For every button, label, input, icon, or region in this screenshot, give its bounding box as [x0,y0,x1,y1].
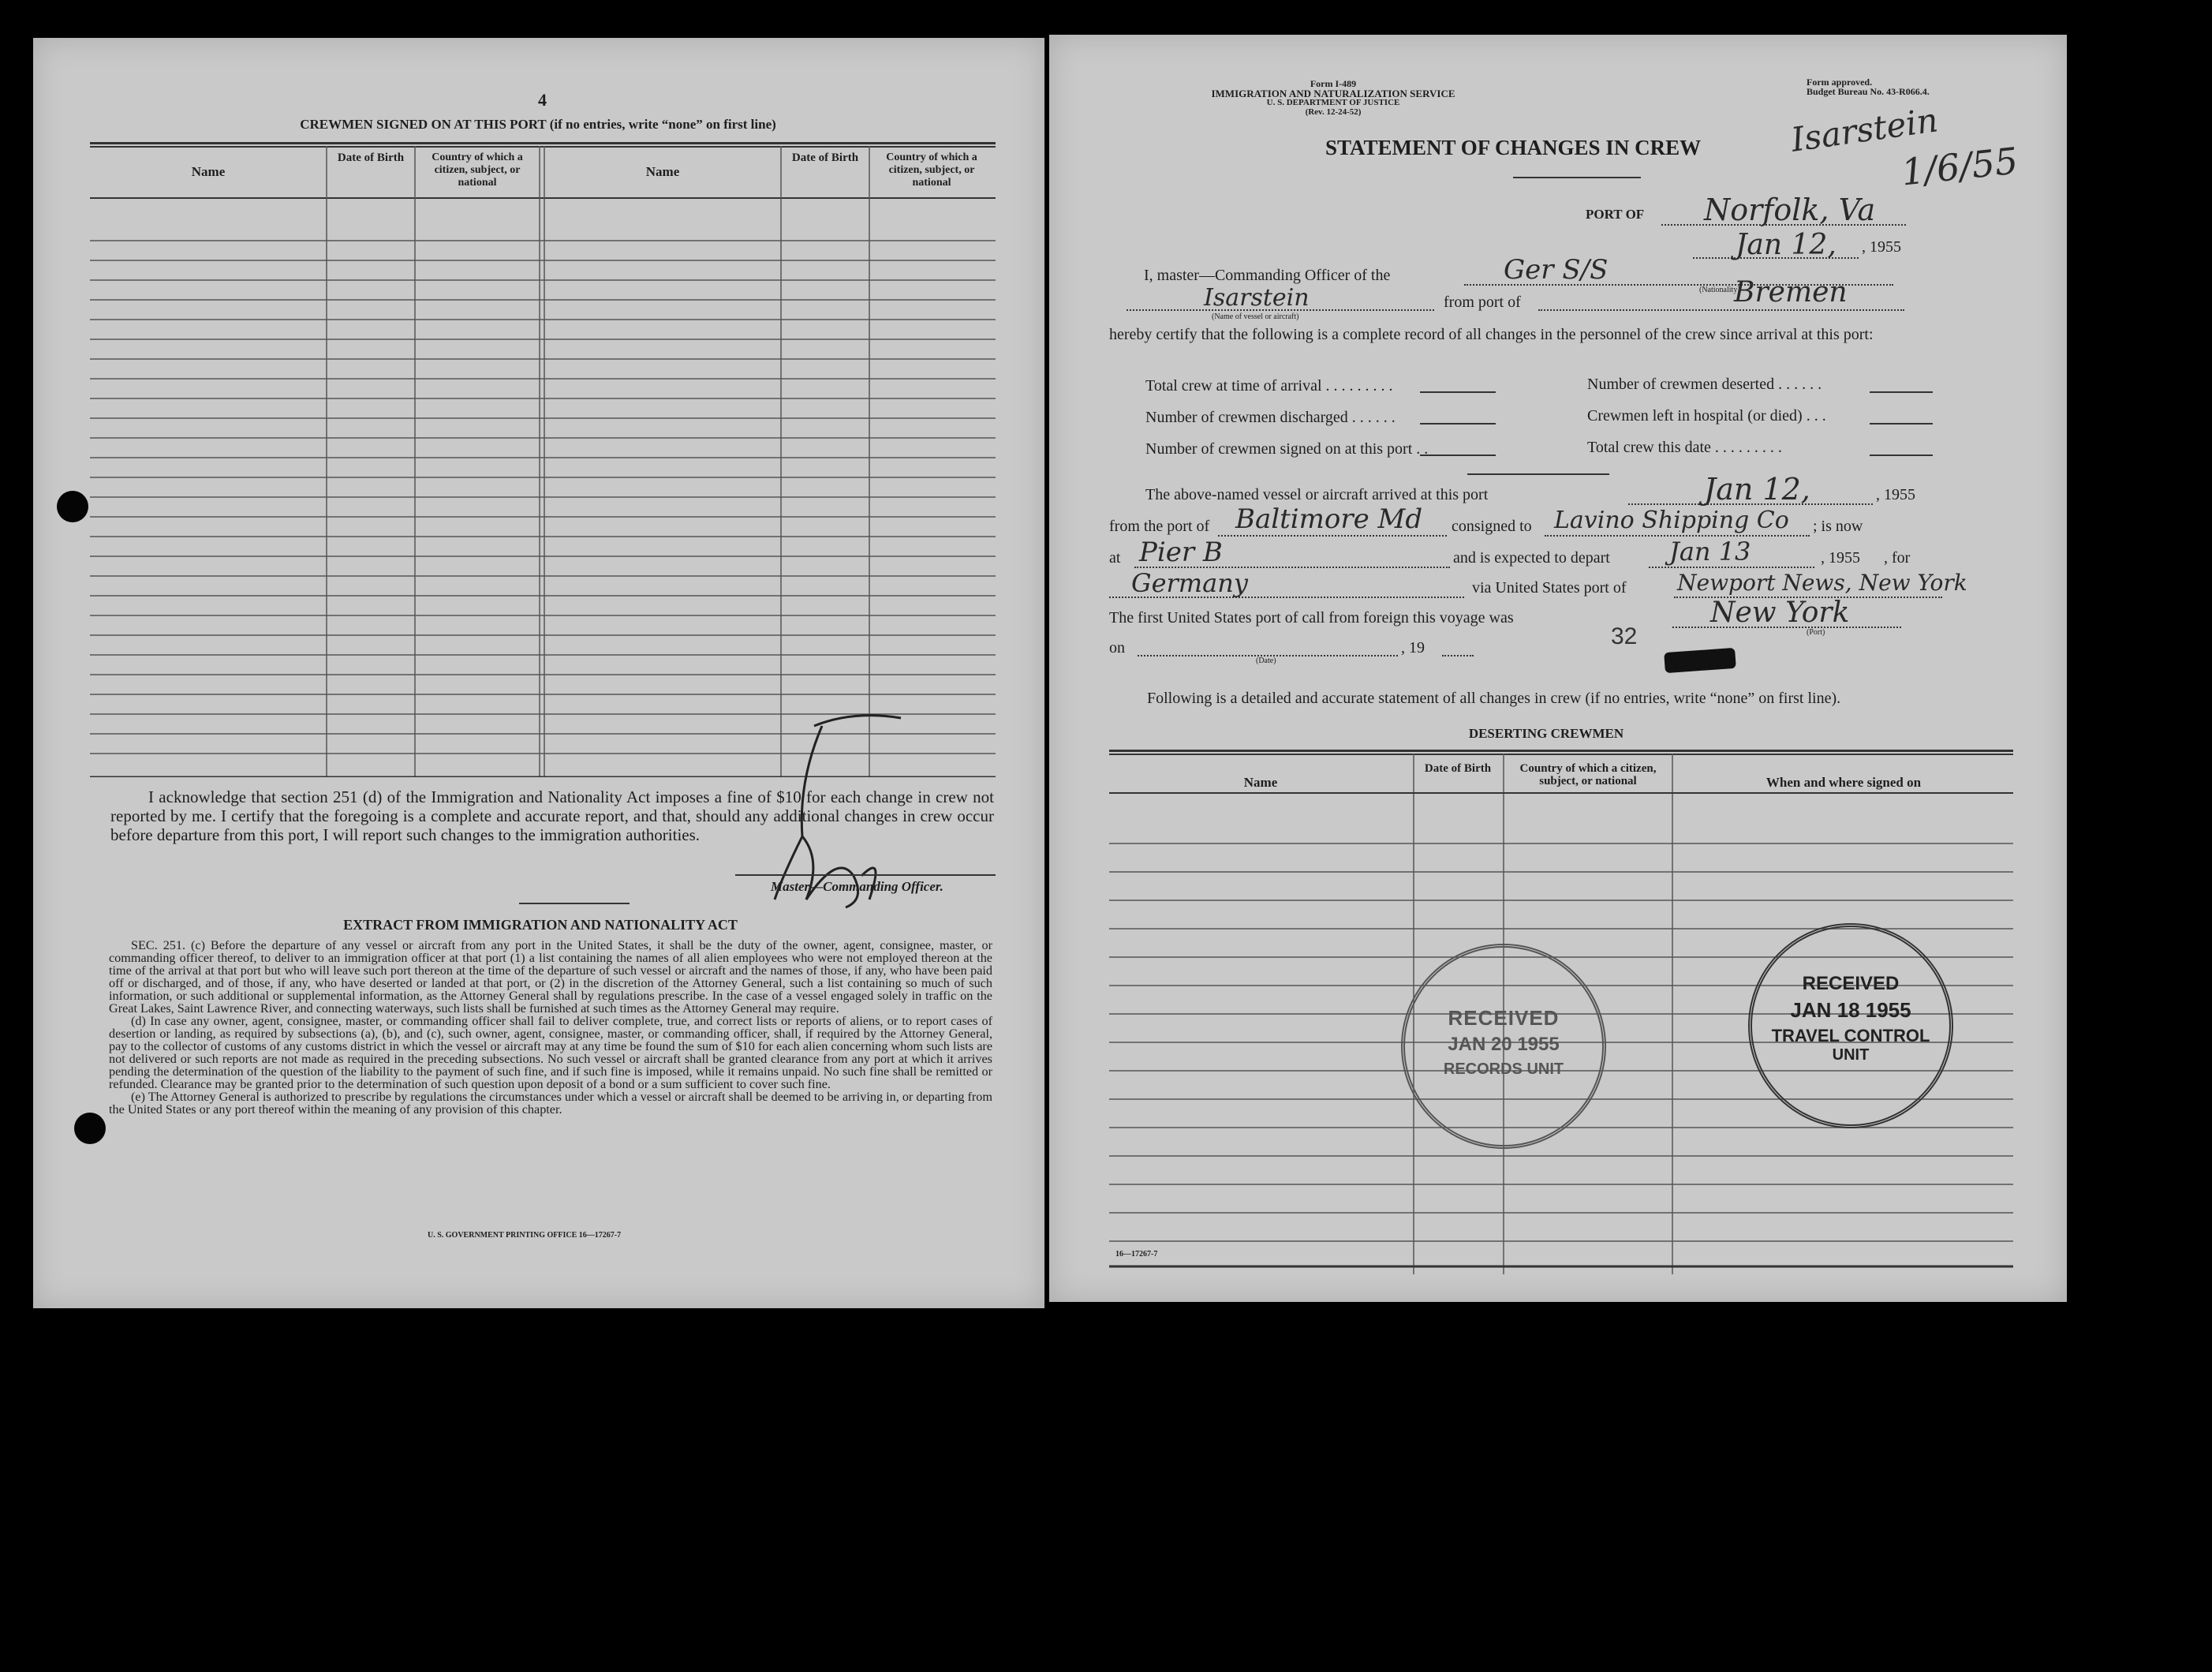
handwritten-vessel-note: Isarstein [1788,100,1941,159]
form-number: Form I-489 [1310,78,1357,89]
first-port-label: The first United States port of call from foreign this voyage was [1109,609,1514,627]
form-approved: Form approved. [1807,77,1873,88]
stamp-unit-text: RECORDS UNIT [1443,1060,1564,1078]
arrived-label: The above-named vessel or aircraft arrived at this port [1145,486,1489,503]
certify-text: hereby certify that the following is a complete record of all changes in the personnel of the crew since arrival at this port: [1109,326,1874,343]
col-header-country-2: Country of which a citizen, subject, or national [886,151,977,189]
arrived-date-value: Jan 12, [1704,472,1810,507]
at-value: Pier B [1139,537,1223,568]
revision: (Rev. 12-24-52) [1305,107,1362,117]
report-year: , 1955 [1862,238,1901,256]
col-header-dob: Date of Birth [1424,762,1492,775]
vessel-name-value: Isarstein [1204,284,1310,312]
year-prefix: , 19 [1401,639,1425,656]
from-port-of-label: from the port of [1109,518,1210,535]
port-caption: (Port) [1807,628,1825,637]
left-page [33,38,1044,1308]
nationality-caption: (Nationality) [1699,286,1740,294]
following-text: Following is a detailed and accurate statement of all changes in crew (if no entries, write “none” on first line). [1147,690,1841,707]
port-of-label: PORT OF [1586,207,1645,222]
stamp-unit-text: TRAVEL CONTROL [1771,1026,1930,1045]
sec-251-c: SEC. 251. (c) Before the departure of any vessel or aircraft from any port in the United States, it shall be the duty of the owner, agent, consignee, master, or commanding officer thereof, to deliver to an immigration officer at that port (1) a list containing the names of all alien employees who were not employed thereon at the time of the arrival at that port but who will leave such port thereon at the time of the departure of such vessel or aircraft and the names of those, if any, who have been paid off or discharged, and of those, if any, who have deserted or landed at that port, or (2) in the discretion of the Attorney General, such a list containing so much of such information, or such additional or supplemental information, as the Attorney General shall by regulations prescribe. In the case of a vessel engaged solely in traffic on the Great Lakes, Saint Lawrence River, and connecting waterways, such lists shall be furnished at such times as the Attorney General may require. [109,938,992,1016]
total-crew-date-label: Total crew this date . . . . . . . . . [1587,439,1782,456]
deserted-label: Number of crewmen deserted . . . . . . [1587,376,1822,393]
handwritten-date-note: 1/6/55 [1899,139,2020,194]
from-port-value: Bremen [1734,276,1848,309]
depart-date-value: Jan 13 [1669,537,1751,567]
stamped-number: 32 [1611,623,1638,649]
punch-hole [57,491,88,522]
vessel-name-caption: (Name of vessel or aircraft) [1212,312,1299,321]
statute-text [109,939,992,1116]
is-now-label: ; is now [1813,518,1863,535]
date-caption: (Date) [1256,656,1276,665]
port-of-value: Norfolk, Va [1704,193,1876,227]
signature-label: Master—Commanding Officer. [771,879,943,894]
for-label: , for [1884,549,1911,567]
total-crew-arrival-label: Total crew at time of arrival . . . . . . . . . [1145,377,1393,395]
received-stamp-records-unit [1401,944,1606,1149]
on-label: on [1109,639,1125,656]
stamp-unit-text-2: UNIT [1832,1046,1870,1064]
depart-label: and is expected to depart [1453,549,1610,567]
depart-year: , 1955 [1821,549,1860,567]
from-port-label: from port of [1444,294,1521,311]
stamp-date-text: JAN 20 1955 [1448,1034,1560,1055]
first-port-value: New York [1710,597,1850,629]
crewmen-signed-on-table [90,146,997,777]
via-label: via United States port of [1472,579,1627,597]
page-number: 4 [538,90,547,110]
report-date: Jan 12, [1736,229,1836,261]
master-label: I, master—Commanding Officer of the [1144,267,1391,284]
col-header-dob-1: Date of Birth [337,151,405,164]
stamp-received-text: RECEIVED [1802,973,1900,994]
extract-title: EXTRACT FROM IMMIGRATION AND NATIONALITY ACT [343,917,738,933]
discharged-label: Number of crewmen discharged . . . . . . [1145,409,1396,426]
right-page [1049,35,2067,1302]
col-header-signed-on: When and where signed on [1765,775,1922,790]
col-header-country: Country of which a citizen, subject, or national [1519,762,1657,787]
col-header-country-1: Country of which a citizen, subject, or national [432,151,523,189]
sec-251-e: (e) The Attorney General is authorized to prescribe by regulations the circumstances under which a vessel or aircraft shall be deemed to be arriving in, or departing from the United States or any port thereof within the meaning of any provision of this chapter. [109,1090,992,1117]
left-footer: U. S. GOVERNMENT PRINTING OFFICE 16—17267-7 [428,1231,622,1240]
right-footer: 16—17267-7 [1115,1250,1158,1259]
consigned-value: Lavino Shipping Co [1554,507,1789,534]
agency-name: IMMIGRATION AND NATURALIZATION SERVICE [1211,88,1455,99]
consigned-label: consigned to [1452,518,1532,535]
acknowledgment-text: I acknowledge that section 251 (d) of the Immigration and Nationality Act imposes a fine of $10 for each change in crew not reported by me. I certify that the foregoing is a complete and accurate report, and that, should any additional changes in crew occur before departure from this port, I will report such changes to the immigration authorities. [110,787,994,844]
col-header-name-1: Name [191,164,226,179]
stamp-received-text: RECEIVED [1448,1006,1560,1030]
from-port-of-value: Baltimore Md [1235,503,1423,535]
nationality-value: Ger S/S [1504,254,1609,286]
via-value: Newport News, New York [1677,570,1967,596]
deserting-crewmen-title: DESERTING CREWMEN [1468,726,1624,741]
received-stamp-travel-control [1748,923,1953,1128]
col-header-dob-2: Date of Birth [791,151,859,164]
hospital-label: Crewmen left in hospital (or died) . . . [1587,407,1826,425]
redaction-mark [1664,648,1736,673]
destination-value: Germany [1131,568,1248,598]
signed-on-label: Number of crewmen signed on at this port . . [1145,440,1429,458]
department-name: U. S. DEPARTMENT OF JUSTICE [1266,98,1400,107]
col-header-name: Name [1243,775,1278,790]
stamp-date-text: JAN 18 1955 [1790,998,1911,1022]
punch-hole [74,1113,106,1144]
form-title: STATEMENT OF CHANGES IN CREW [1325,136,1702,159]
crewmen-signed-on-title: CREWMEN SIGNED ON AT THIS PORT (if no entries, write “none” on first line) [300,117,776,132]
at-label: at [1109,549,1121,567]
master-signature [727,694,932,931]
sec-251-d: (d) In case any owner, agent, consignee, master, or commanding officer shall fail to deliver complete, true, and correct lists or reports of aliens, or to report cases of desertion or landing, as required by subsections (a), (b), and (c), such owner, agent, consignee, master, or commanding officer, shall, if required by the Attorney General, pay to the collector of customs of any customs district in which the vessel or aircraft may at any time be found the sum of $10 for each alien concerning whom such lists are not delivered or such reports are not made as required in the preceding subsections. No such vessel or aircraft shall be granted clearance from any port at which it arrives pending the determination of the question of the liability to the payment of such fine, and if such fine is imposed, while it remains unpaid. No such fine shall be remitted or refunded. Clearance may be granted prior to the determination of such question upon deposit of a bond or a sum sufficient to cover such fine. [109,1014,992,1091]
budget-bureau: Budget Bureau No. 43-R066.4. [1807,86,1930,97]
arrived-year: , 1955 [1876,486,1915,503]
col-header-name-2: Name [645,164,680,179]
